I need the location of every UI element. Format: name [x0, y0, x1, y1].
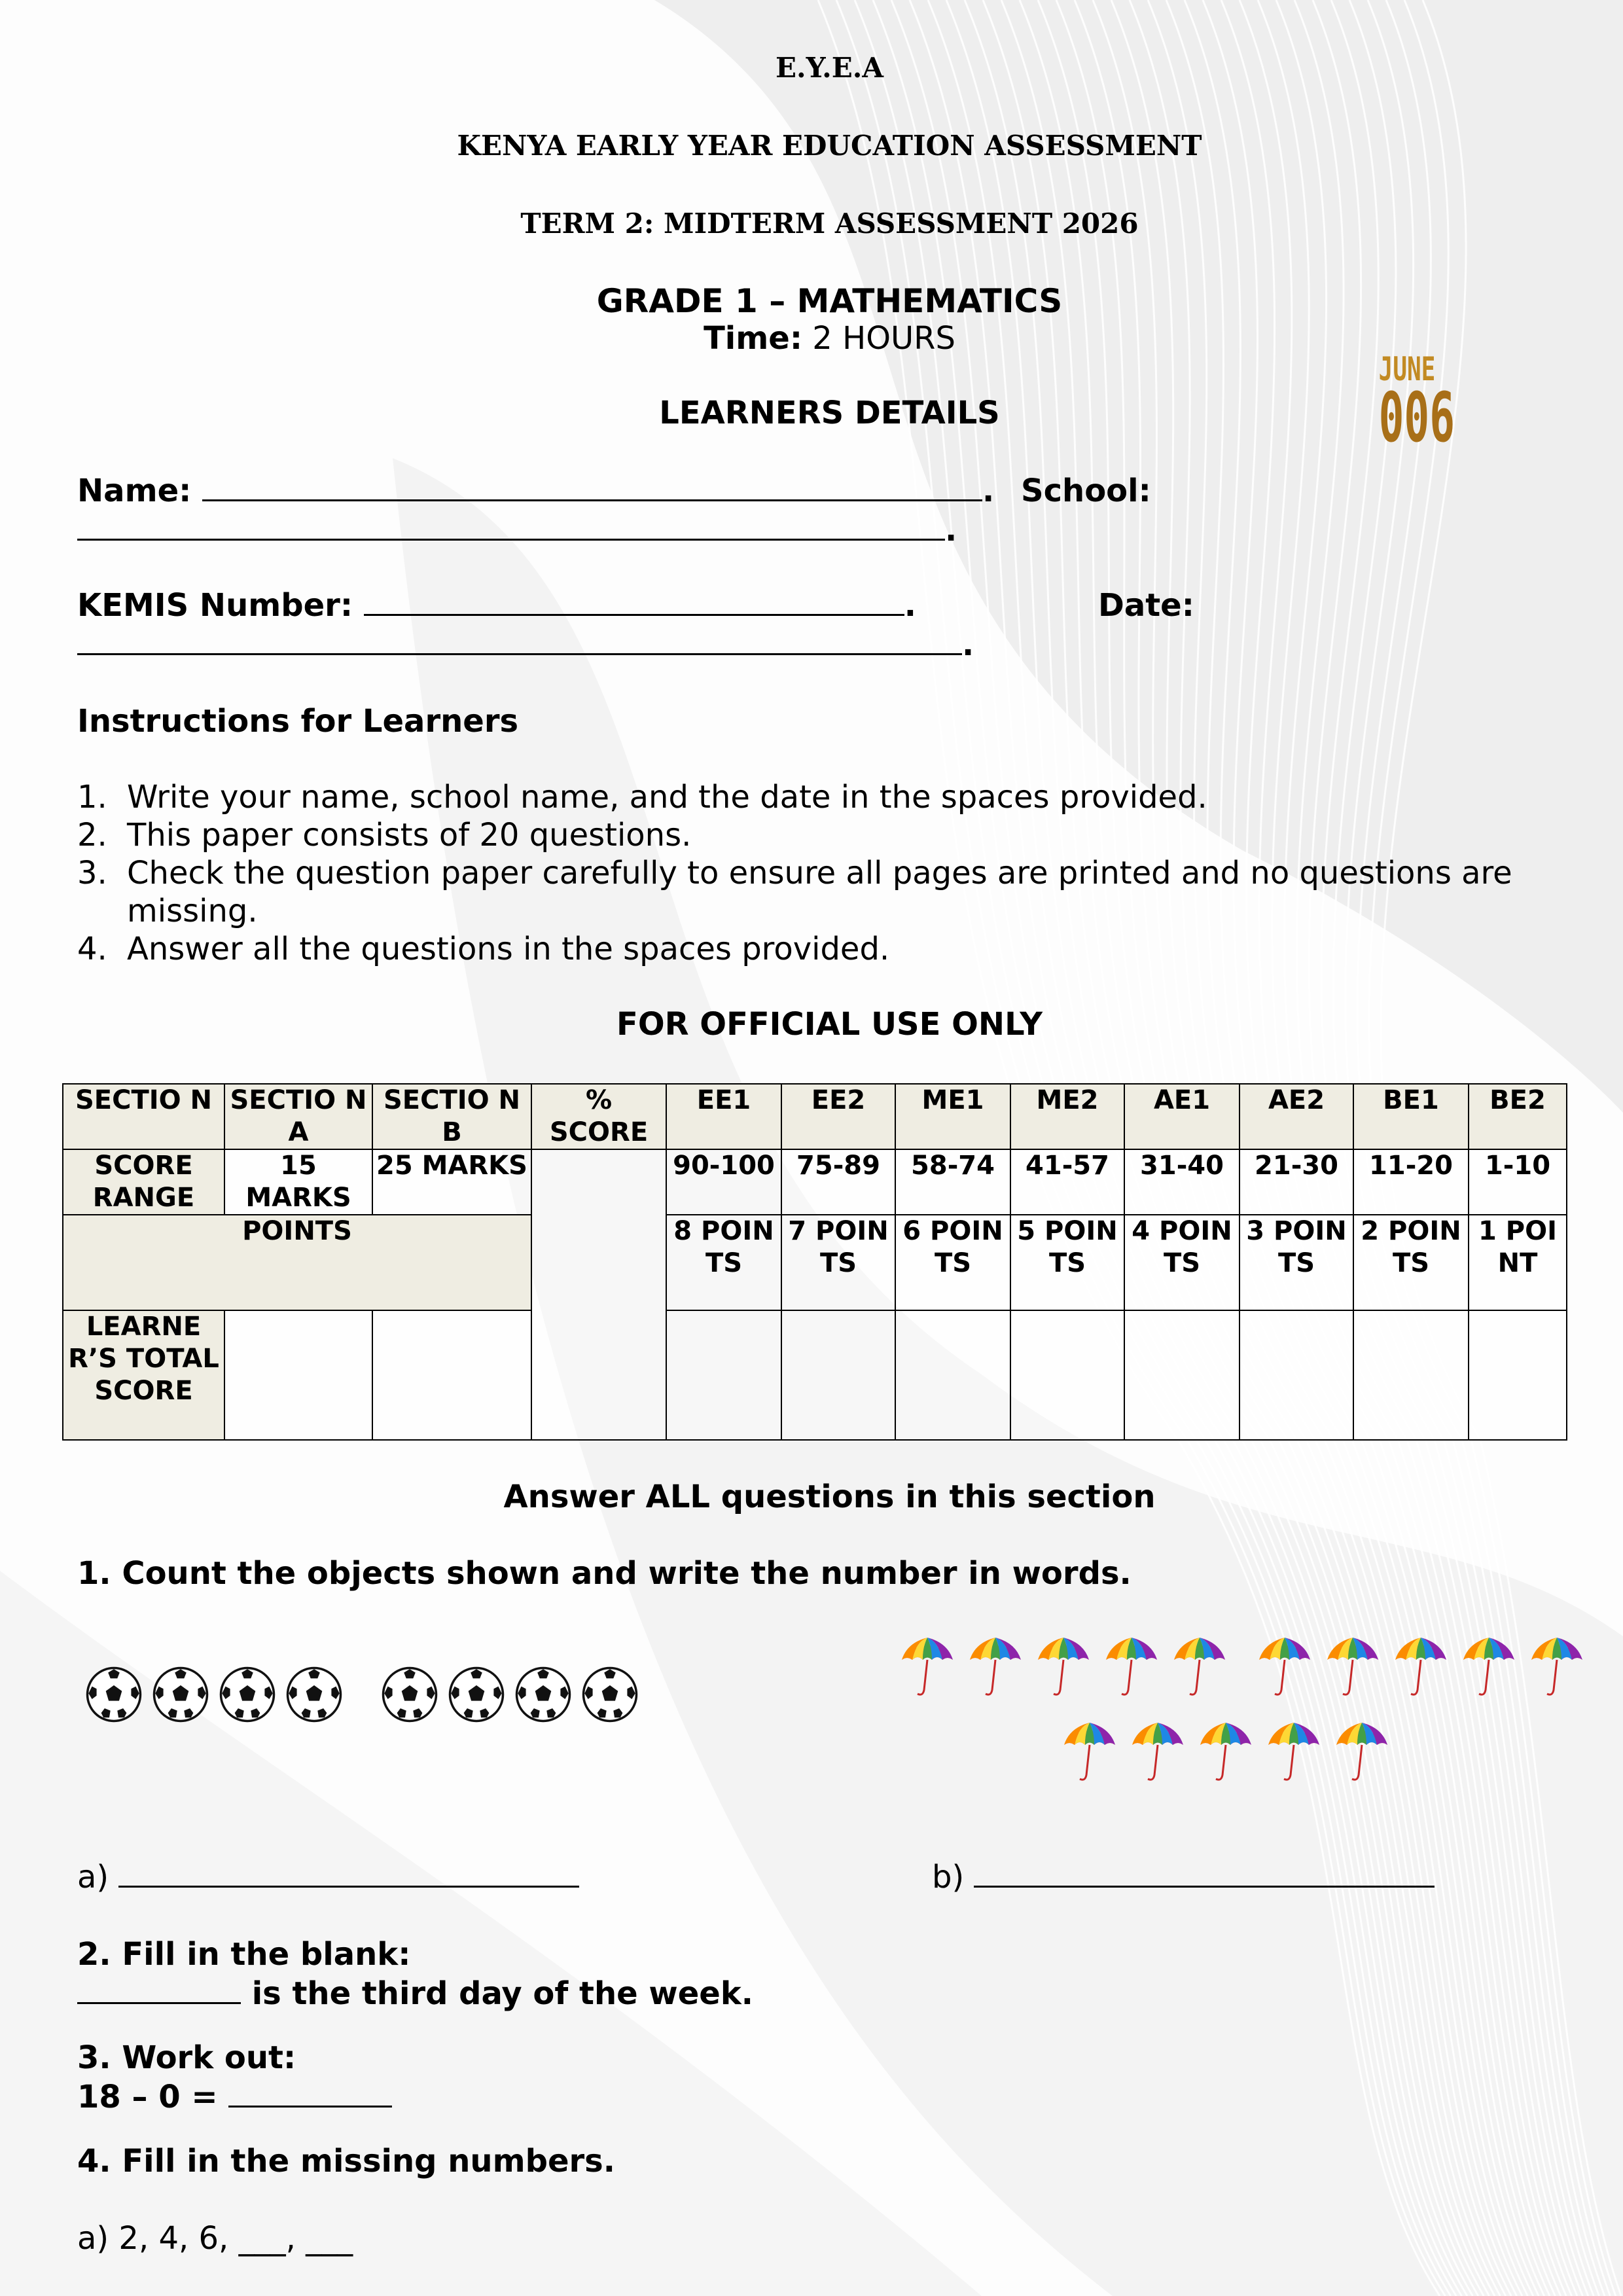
date-line: . — [77, 625, 974, 664]
question-2-field[interactable] — [77, 2002, 241, 2004]
total-section-a-cell[interactable] — [224, 1310, 372, 1440]
range-cell: 58-74 — [895, 1149, 1010, 1215]
name-label: Name: — [77, 473, 192, 509]
question-3-title: 3. Work out: — [77, 2039, 296, 2076]
badge-month: JUNE — [1378, 350, 1436, 388]
points-cell: 6 POIN TS — [895, 1215, 1010, 1310]
range-cell: 11-20 — [1353, 1149, 1469, 1215]
score-entry-cell[interactable] — [1124, 1310, 1240, 1440]
score-entry-cell[interactable] — [1469, 1310, 1567, 1440]
question-3-expression: 18 – 0 = — [77, 2079, 218, 2115]
score-range-row — [63, 1149, 1567, 1215]
school-line: . — [77, 511, 957, 550]
umbrella-icon — [1527, 1634, 1586, 1702]
instructions-heading: Instructions for Learners — [77, 703, 519, 740]
umbrella-icon — [1170, 1634, 1229, 1702]
football-icon — [152, 1666, 209, 1726]
time-value: 2 HOURS — [812, 320, 955, 357]
points-cell: 1 POI NT — [1469, 1215, 1567, 1310]
points-label: POINTS — [63, 1215, 531, 1310]
range-cell: 31-40 — [1124, 1149, 1240, 1215]
kemis-date-line: KEMIS Number: . — [77, 587, 916, 624]
learners-details-heading: LEARNERS DETAILS — [659, 395, 1000, 431]
umbrella-icon — [1459, 1634, 1518, 1702]
header-cell: ME1 — [895, 1084, 1010, 1149]
section-b-marks: 25 MARKS — [372, 1149, 531, 1215]
question-1-text: 1. Count the objects shown and write the number in words. — [77, 1555, 1132, 1592]
total-score-row — [63, 1310, 1567, 1440]
umbrella-icon — [898, 1634, 957, 1702]
question-2-line — [77, 1974, 753, 2013]
org-abbreviation: E.Y.E.A — [775, 52, 884, 84]
umbrella-icon — [1255, 1634, 1314, 1702]
header-cell: AE2 — [1240, 1084, 1353, 1149]
school-field[interactable] — [77, 539, 945, 541]
header-cell: SECTIO N — [63, 1084, 224, 1149]
points-cell: 7 POIN TS — [781, 1215, 895, 1310]
umbrella-icon — [1391, 1634, 1450, 1702]
header-cell: EE2 — [781, 1084, 895, 1149]
instructions-list — [77, 778, 1582, 968]
question-2-text: is the third day of the week. — [251, 1975, 753, 2012]
kemis-field[interactable] — [364, 614, 904, 616]
percent-score-cell[interactable] — [531, 1149, 666, 1440]
football-icon — [514, 1666, 572, 1726]
football-icon — [581, 1666, 639, 1726]
org-name: KENYA EARLY YEAR EDUCATION ASSESSMENT — [457, 130, 1202, 162]
score-entry-cell[interactable] — [1353, 1310, 1469, 1440]
score-entry-cell[interactable] — [895, 1310, 1010, 1440]
question-1b-field[interactable] — [974, 1886, 1435, 1888]
time-label: Time: — [704, 320, 803, 357]
umbrella-icon — [1264, 1719, 1323, 1787]
points-cell: 2 POIN TS — [1353, 1215, 1469, 1310]
football-icon — [381, 1666, 438, 1726]
header-cell: SECTIO N B — [372, 1084, 531, 1149]
umbrella-icon — [1332, 1719, 1391, 1787]
score-range-label: SCORE RANGE — [63, 1149, 224, 1215]
range-cell: 75-89 — [781, 1149, 895, 1215]
question-4a-sequence: a) 2, 4, 6, ___, ___ — [77, 2220, 353, 2257]
points-cell: 4 POIN TS — [1124, 1215, 1240, 1310]
range-cell: 41-57 — [1010, 1149, 1124, 1215]
question-1b-label: b) — [932, 1859, 965, 1895]
question-3-line — [77, 2077, 392, 2117]
points-cell: 3 POIN TS — [1240, 1215, 1353, 1310]
points-cell: 8 POIN TS — [666, 1215, 781, 1310]
score-entry-cell[interactable] — [666, 1310, 781, 1440]
question-1a-label: a) — [77, 1859, 109, 1895]
points-cell: 5 POIN TS — [1010, 1215, 1124, 1310]
score-entry-cell[interactable] — [781, 1310, 895, 1440]
term-title: TERM 2: MIDTERM ASSESSMENT 2026 — [520, 207, 1139, 240]
umbrella-icon — [1102, 1634, 1161, 1702]
umbrella-icon — [1060, 1719, 1119, 1787]
header-cell: BE2 — [1469, 1084, 1567, 1149]
instruction-item: 1. Write your name, school name, and the date in the spaces provided. — [77, 779, 1207, 816]
umbrella-icon — [1196, 1719, 1255, 1787]
section-instruction: Answer ALL questions in this section — [503, 1479, 1156, 1515]
table-header-row — [63, 1084, 1567, 1149]
umbrella-icon — [1128, 1719, 1187, 1787]
umbrella-icon — [966, 1634, 1025, 1702]
date-label: Date: — [1098, 587, 1194, 624]
football-icon — [85, 1666, 143, 1726]
name-field[interactable] — [202, 499, 982, 501]
header-cell: % SCORE — [531, 1084, 666, 1149]
question-1a-answer — [77, 1858, 579, 1896]
date-field[interactable] — [77, 653, 962, 655]
badge-number: 006 — [1378, 378, 1455, 457]
name-school-line: Name: . School: — [77, 473, 1151, 509]
header-cell: AE1 — [1124, 1084, 1240, 1149]
school-label: School: — [1021, 473, 1151, 509]
header-cell: SECTIO N A — [224, 1084, 372, 1149]
question-1b-answer — [932, 1858, 1435, 1896]
section-a-marks: 15 MARKS — [224, 1149, 372, 1215]
question-3-field[interactable] — [228, 2106, 392, 2108]
header-cell: ME2 — [1010, 1084, 1124, 1149]
score-entry-cell[interactable] — [1240, 1310, 1353, 1440]
question-4-title: 4. Fill in the missing numbers. — [77, 2143, 615, 2179]
header-cell: BE1 — [1353, 1084, 1469, 1149]
football-icon — [285, 1666, 343, 1726]
range-cell: 90-100 — [666, 1149, 781, 1215]
score-entry-cell[interactable] — [1010, 1310, 1124, 1440]
question-2-title: 2. Fill in the blank: — [77, 1936, 411, 1973]
football-icon — [219, 1666, 276, 1726]
question-1a-field[interactable] — [118, 1886, 579, 1888]
official-use-heading: FOR OFFICIAL USE ONLY — [616, 1006, 1043, 1043]
football-icon — [448, 1666, 505, 1726]
official-score-table — [62, 1083, 1567, 1441]
total-section-b-cell[interactable] — [372, 1310, 531, 1440]
subject-title: GRADE 1 – MATHEMATICS — [596, 282, 1063, 320]
header-cell: EE1 — [666, 1084, 781, 1149]
instruction-item: 2. This paper consists of 20 questions. — [77, 817, 692, 853]
umbrella-icon — [1323, 1634, 1382, 1702]
umbrella-icon — [1034, 1634, 1093, 1702]
instruction-item: 4. Answer all the questions in the spaces provided. — [77, 931, 890, 967]
points-row — [63, 1215, 1567, 1310]
total-score-label: LEARNE R’S TOTAL SCORE — [63, 1310, 224, 1440]
range-cell: 21-30 — [1240, 1149, 1353, 1215]
range-cell: 1-10 — [1469, 1149, 1567, 1215]
instruction-item: 3. Check the question paper carefully to ensure all pages are printed and no questions are missing. — [77, 855, 1512, 929]
kemis-label: KEMIS Number: — [77, 587, 353, 624]
